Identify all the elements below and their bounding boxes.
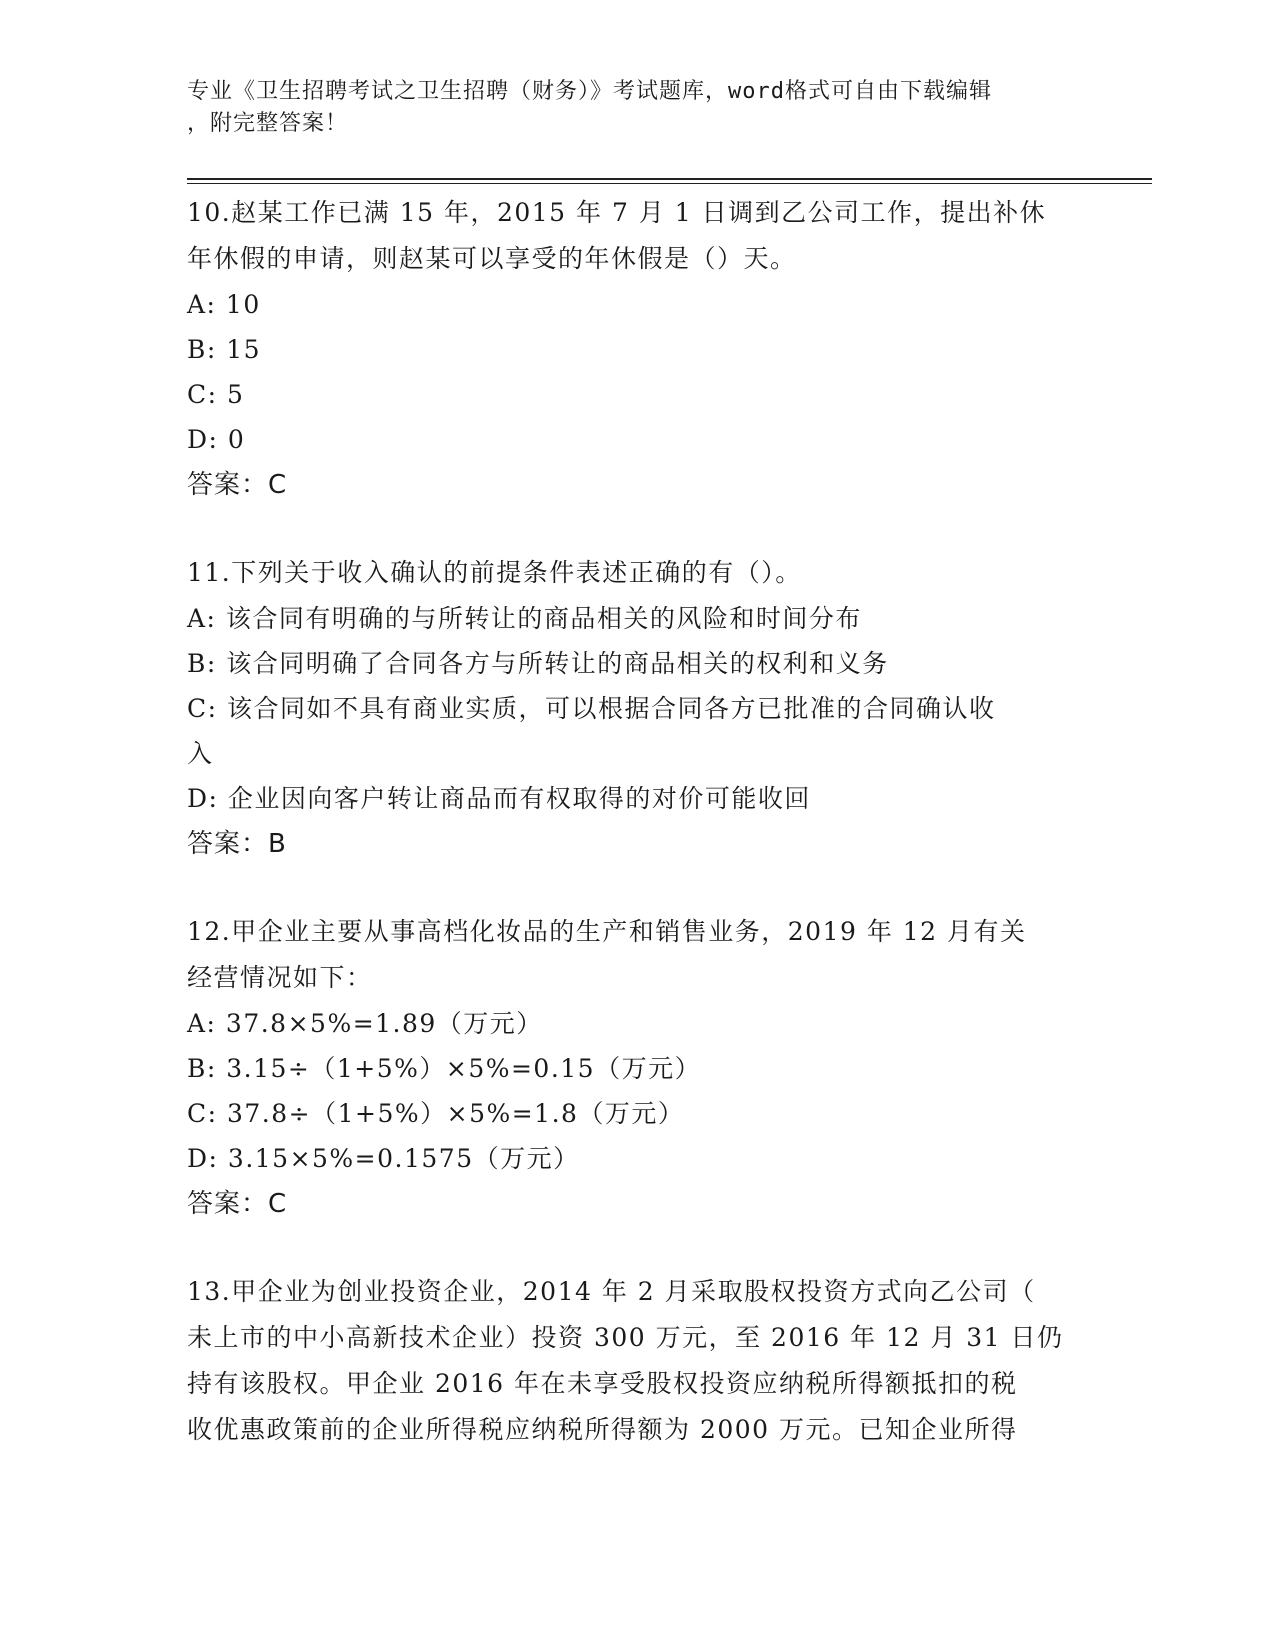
option-c-continued: 入 [187, 739, 214, 768]
option-a: A: 10 [187, 290, 261, 319]
question-13 [187, 1269, 1087, 1453]
header-divider-thin [187, 183, 1152, 184]
answer-line: 答案：C [187, 1189, 288, 1219]
option-a: A: 该合同有明确的与所转让的商品相关的风险和时间分布 [187, 604, 862, 633]
option-c: C: 37.8÷（1+5%）×5%=1.8（万元） [187, 1099, 685, 1128]
answer-line: 答案：C [187, 470, 288, 500]
option-a: A: 37.8×5%=1.89（万元） [187, 1009, 543, 1038]
answer-line: 答案：B [187, 829, 287, 859]
question-10 [187, 190, 1087, 508]
question-text-line: 未上市的中小高新技术企业）投资 300 万元，至 2016 年 12 月 31 日仍 [187, 1323, 1064, 1352]
option-c: C: 该合同如不具有商业实质，可以根据合同各方已批准的合同确认收 [187, 694, 996, 723]
document-header [187, 76, 1067, 140]
question-text-line: 10.赵某工作已满 15 年，2015 年 7 月 1 日调到乙公司工作，提出补休 [187, 198, 1047, 227]
question-text-line: 12.甲企业主要从事高档化妆品的生产和销售业务，2019 年 12 月有关 [187, 917, 1027, 946]
header-line-1: 专业《卫生招聘考试之卫生招聘（财务）》考试题库，word格式可自由下载编辑 [187, 79, 992, 104]
option-d: D: 企业因向客户转让商品而有权取得的对价可能收回 [187, 784, 811, 813]
option-d: D: 3.15×5%=0.1575（万元） [187, 1144, 580, 1173]
question-list [187, 190, 1087, 1453]
option-b: B: 该合同明确了合同各方与所转让的商品相关的权利和义务 [187, 649, 889, 678]
question-spacer [187, 508, 1087, 550]
header-divider-thick [187, 178, 1152, 180]
question-text-line: 经营情况如下： [187, 963, 373, 992]
option-d: D: 0 [187, 425, 246, 454]
question-12 [187, 909, 1087, 1227]
question-text-line: 持有该股权。甲企业 2016 年在未享受股权投资应纳税所得额抵扣的税 [187, 1369, 1018, 1398]
option-c: C: 5 [187, 380, 245, 409]
question-spacer [187, 1227, 1087, 1269]
question-text-line: 13.甲企业为创业投资企业，2014 年 2 月采取股权投资方式向乙公司（ [187, 1277, 1036, 1306]
question-text-line: 收优惠政策前的企业所得税应纳税所得额为 2000 万元。已知企业所得 [187, 1415, 1018, 1444]
question-spacer [187, 867, 1087, 909]
header-line-2: ，附完整答案！ [187, 111, 349, 136]
question-text-line: 11.下列关于收入确认的前提条件表述正确的有（）。 [187, 558, 802, 587]
question-11 [187, 550, 1087, 867]
question-text-line: 年休假的申请，则赵某可以享受的年休假是（）天。 [187, 244, 797, 273]
option-b: B: 15 [187, 335, 262, 364]
option-b: B: 3.15÷（1+5%）×5%=0.15（万元） [187, 1054, 702, 1083]
